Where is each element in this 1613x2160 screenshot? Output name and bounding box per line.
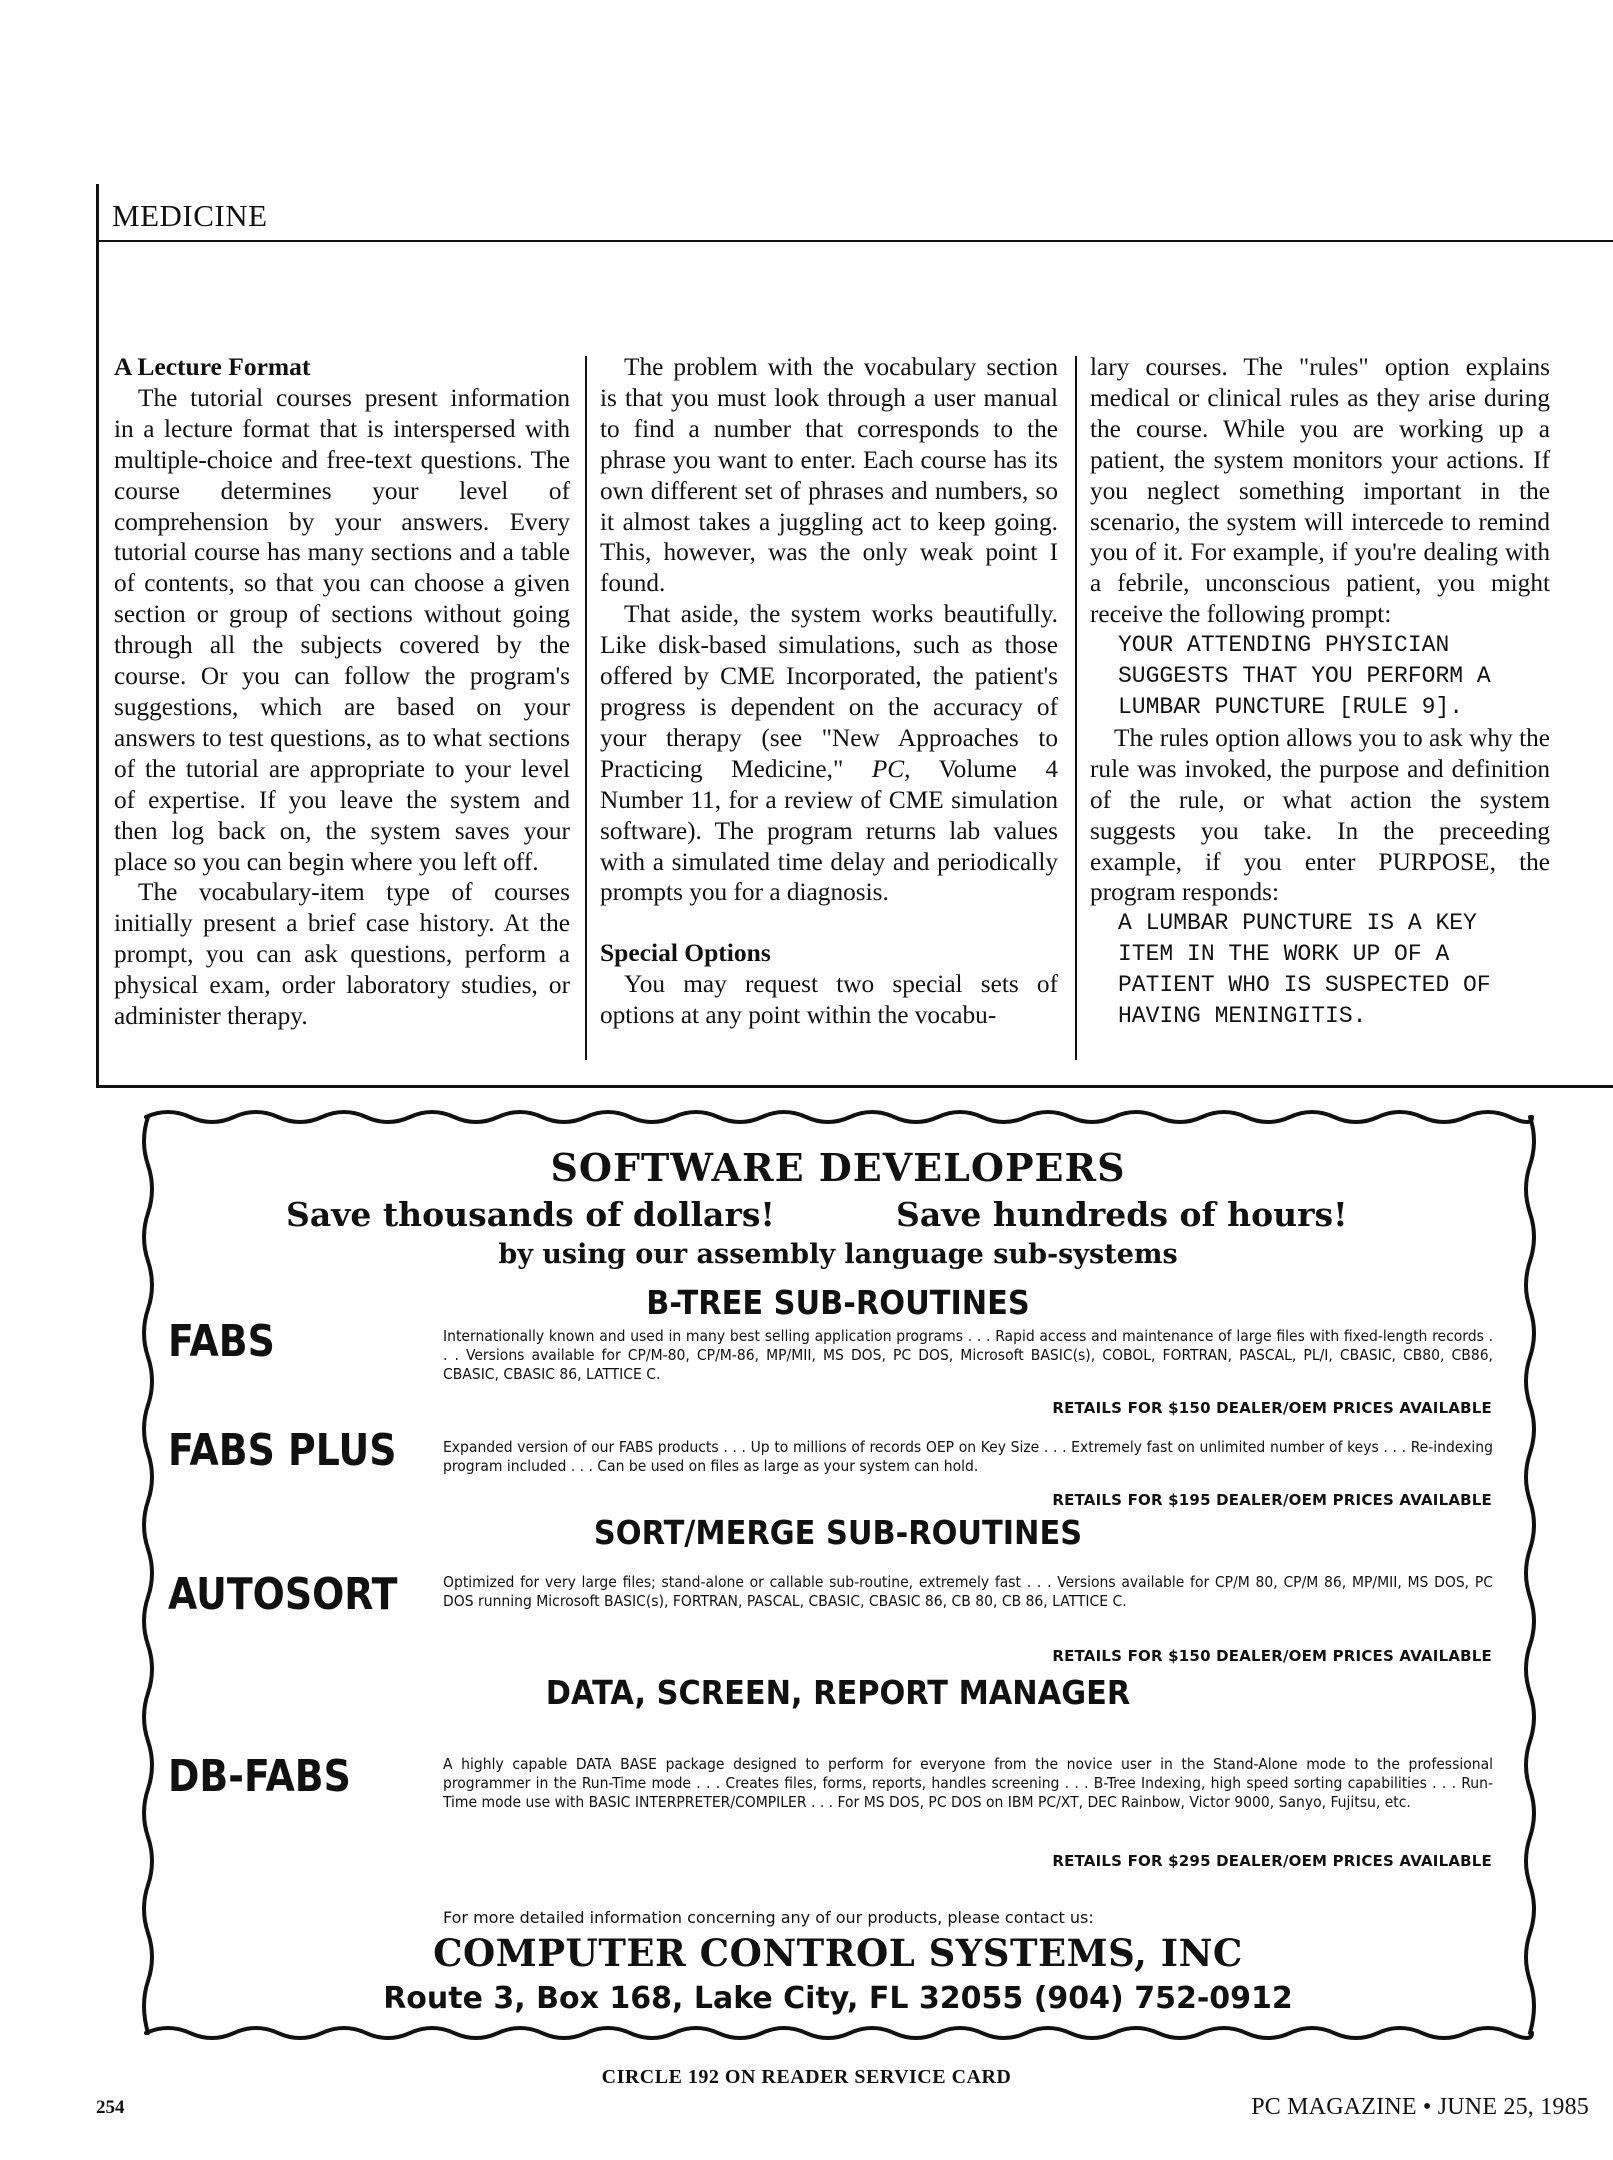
article-column-2 [600, 352, 1058, 1072]
code-line: HAVING MENINGITIS. [1118, 1003, 1367, 1030]
magazine-italic: PC, [871, 754, 911, 783]
paragraph-text: Volume 4 Number 11, for a review of CME simulation software). The program returns lab values with a simulated time delay and periodically prompts you for a diagnosis. [600, 754, 1058, 907]
heading-special-options: Special Options [600, 938, 771, 968]
ad-content [138, 1103, 1538, 2048]
company-name: COMPUTER CONTROL SYSTEMS, INC [433, 1931, 1243, 1975]
product-desc-db-fabs: A highly capable DATA BASE package designed to perform for everyone from the novice user in the Stand-Alone mode to the professional programmer in the Run-Time mode . . . Creates files, forms, reports, handles screening . . . B-Tree Indexing, high speed sorting capabilities . . . Run-Time mode use with BASIC INTERPRETER/COMPILER . . . For MS DOS, PC DOS on IBM PC/XT, DEC Rainbow, Victor 9000, Sanyo, Fujitsu, etc. [443, 1755, 1493, 1811]
ad-title: SOFTWARE DEVELOPERS [550, 1145, 1126, 1190]
ad-save-dollars: Save thousands of dollars! [286, 1195, 775, 1234]
ad-save-hours: Save hundreds of hours! [896, 1195, 1348, 1234]
paragraph: lary courses. The "rules" option explains medical or clinical rules as they arise during the course. While you are working up a patient, the system monitors your actions. If you neglect something important in the scenario, the system will intercede to remind you of it. For example, if you're dealing with a febrile, unconscious patient, you might receive the following prompt: [1090, 353, 1550, 629]
article-bottom-rule [96, 1085, 1613, 1088]
paragraph-text: That aside, the system works beautifully. Like disk-based simulations, such as those offered by CME Incorporated, the patient's progress is dependent on the accuracy of your therapy (see "New Approaches to Practicing Medicine," [600, 600, 1058, 783]
code-line: SUGGESTS THAT YOU PERFORM A [1118, 663, 1491, 690]
paragraph: The tutorial courses present information in a lecture format that is interspersed with multiple-choice and free-text questions. The course determines your level of comprehension by your answers. Every tutorial course has many sections and a table of contents, so that you can choose a given section or group of sections without going through all the subjects covered by the course. Or you can follow the program's suggestions, which are based on your answers to test questions, as to what sections of the tutorial are appropriate to your level of expertise. If you leave the system and then log back on, the system saves your place so you can begin where you left off. [114, 383, 570, 876]
code-line: PATIENT WHO IS SUSPECTED OF [1118, 972, 1491, 999]
product-price-fabs-plus: RETAILS FOR $195 DEALER/OEM PRICES AVAILABLE [1052, 1491, 1492, 1509]
paragraph: The rules option allows you to ask why the rule was invoked, the purpose and definition of the rule, or what action the system suggests you take. In the preceeding example, if you enter PURPOSE, the program responds: [1090, 723, 1550, 907]
paragraph: The vocabulary-item type of courses initially present a brief case history. At the prompt, you can ask questions, perform a physical exam, order laboratory studies, or administer therapy. [114, 878, 570, 1031]
product-desc-fabs: Internationally known and used in many best selling application programs . . . Rapid access and maintenance of large files with fixed-length records . . . Versions available for CP/M-80, CP/M-86, MP/MII, MS DOS, PC DOS, Microsoft BASIC(s), COBOL, FORTRAN, PASCAL, PL/I, CBASIC, CB80, CB86, CBASIC, CBASIC 86, LATTICE C. [443, 1327, 1493, 1383]
software-ad [138, 1103, 1538, 2048]
product-price-db-fabs: RETAILS FOR $295 DEALER/OEM PRICES AVAILABLE [1052, 1852, 1492, 1870]
article-column-1 [114, 352, 570, 1072]
heading-lecture-format: A Lecture Format [114, 352, 311, 381]
ad-section-sort-merge: SORT/MERGE SUB-ROUTINES [593, 1513, 1083, 1552]
ad-section-btree: B-TREE SUB-ROUTINES [646, 1283, 1030, 1322]
ad-subtitle: by using our assembly language sub-systems [498, 1239, 1178, 1270]
product-name-autosort: AUTOSORT [168, 1569, 398, 1620]
reader-service-note: CIRCLE 192 ON READER SERVICE CARD [601, 2066, 1012, 2088]
code-line: ITEM IN THE WORK UP OF A [1118, 941, 1450, 968]
code-line: YOUR ATTENDING PHYSICIAN [1118, 632, 1450, 659]
ad-section-data-manager: DATA, SCREEN, REPORT MANAGER [545, 1673, 1131, 1712]
product-name-db-fabs: DB-FABS [168, 1751, 351, 1802]
product-desc-autosort: Optimized for very large files; stand-alone or callable sub-routine, extremely fast . . . Versions available for CP/M 80, CP/M 86, MP/MII, MS DOS, PC DOS running Microsoft BASIC(s), FORTRAN, PASCAL, CBASIC, CBASIC 86, CB 80, CB 86, LATTICE C. [443, 1573, 1493, 1610]
column-divider [1075, 356, 1077, 1060]
paragraph: You may request two special sets of options at any point within the vocabu- [600, 970, 1058, 1030]
article-column-3 [1090, 352, 1550, 1072]
header-left-rule [96, 184, 99, 1087]
product-name-fabs: FABS [168, 1316, 275, 1367]
paragraph [600, 599, 1058, 908]
product-desc-fabs-plus: Expanded version of our FABS products . . . Up to millions of records OEP on Key Size . . . Extremely fast on unlimited number of keys . . . Re-indexing program included . . . Can be used on files as large as your system can hold. [443, 1438, 1493, 1475]
paragraph: The problem with the vocabulary section is that you must look through a user manual to find a number that corresponds to the phrase you want to enter. Each course has its own different set of phrases and numbers, so it almost takes a juggling act to keep going. This, however, was the only weak point I found. [600, 353, 1058, 598]
code-line: LUMBAR PUNCTURE [RULE 9]. [1118, 693, 1464, 720]
section-label: MEDICINE [112, 198, 268, 233]
header-rule [96, 240, 1613, 242]
product-name-fabs-plus: FABS PLUS [168, 1425, 397, 1476]
magazine-issue: PC MAGAZINE • JUNE 25, 1985 [1251, 2094, 1589, 2120]
product-price-autosort: RETAILS FOR $150 DEALER/OEM PRICES AVAILABLE [1052, 1647, 1492, 1665]
product-price-fabs: RETAILS FOR $150 DEALER/OEM PRICES AVAILABLE [1052, 1399, 1492, 1417]
code-line: A LUMBAR PUNCTURE IS A KEY [1118, 910, 1477, 937]
company-address: Route 3, Box 168, Lake City, FL 32055 (904) 752-0912 [383, 1981, 1293, 2016]
column-divider [585, 356, 587, 1060]
page-number: 254 [96, 2097, 125, 2118]
contact-intro: For more detailed information concerning any of our products, please contact us: [443, 1908, 1094, 1927]
